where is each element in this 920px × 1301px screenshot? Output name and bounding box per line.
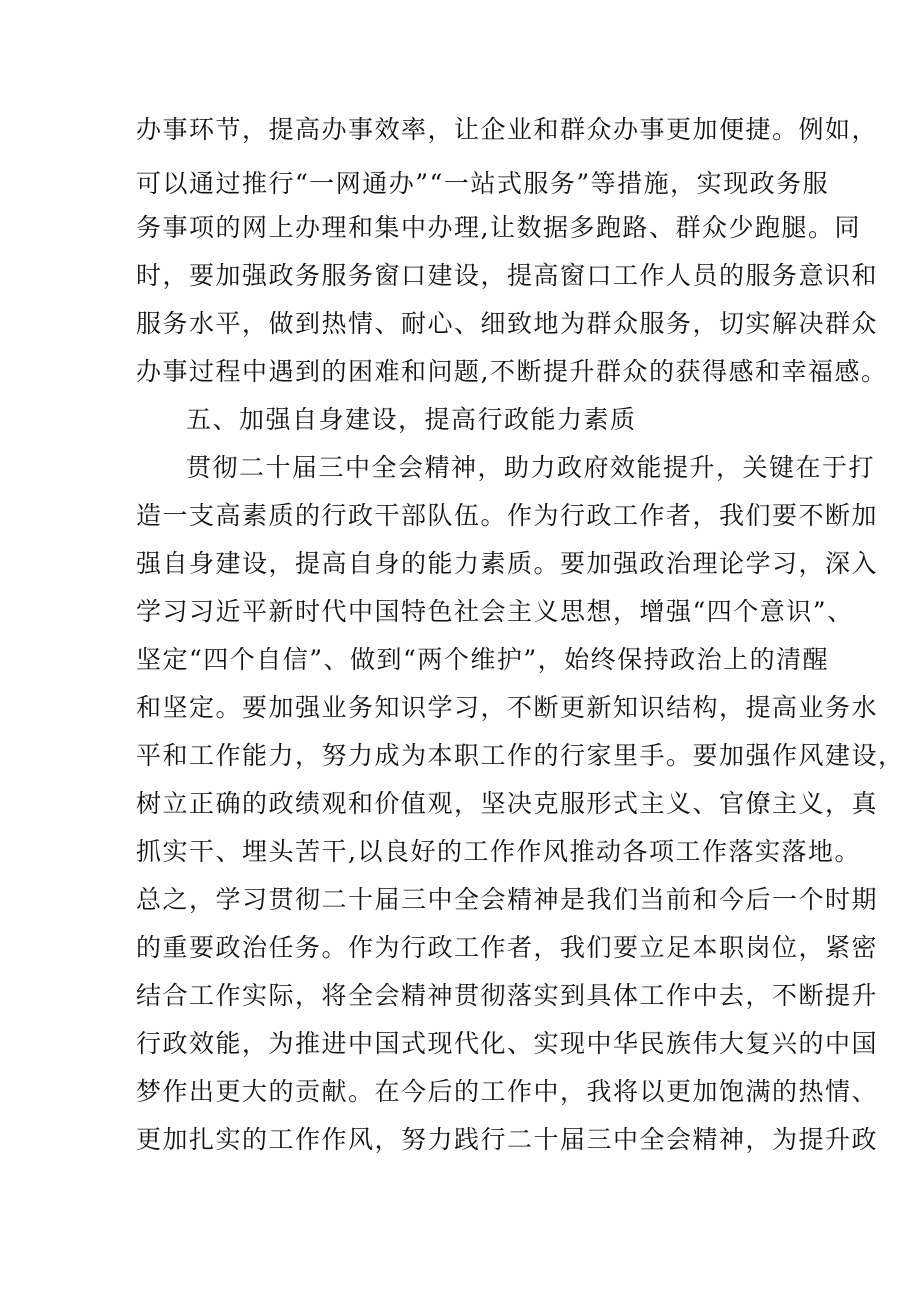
paragraph-line: 务事项的网上办理和集中办理,让数据多跑路、群众少跑腿。同 [136,213,861,242]
paragraph-line: 行政效能，为推进中国式现代化、实现中华民族伟大复兴的中国 [136,1029,879,1058]
paragraph-line: 结合工作实际，将全会精神贯彻落实到具体工作中去，不断提升 [136,981,879,1010]
paragraph-line: 的重要政治任务。作为行政工作者，我们要立足本职岗位，紧密 [136,933,879,962]
paragraph-line: 坚定“四个自信”、做到“两个维护”，始终保持政治上的清醒 [136,645,830,674]
paragraph-line: 强自身建设，提高自身的能力素质。要加强政治理论学习，深入 [136,549,879,578]
paragraph-line: 造一支高素质的行政干部队伍。作为行政工作者，我们要不断加 [136,501,879,530]
paragraph-line: 抓实干、埋头苦干,以良好的工作作风推动各项工作落实落地。 [136,837,861,866]
paragraph-line: 学习习近平新时代中国特色社会主义思想，增强“四个意识”、 [136,597,854,626]
paragraph-line: 贯彻二十届三中全会精神，助力政府效能提升，关键在于打 [186,453,876,482]
paragraph-line: 时，要加强政务服务窗口建设，提高窗口工作人员的服务意识和 [136,261,879,290]
paragraph-line: 总之，学习贯彻二十届三中全会精神是我们当前和今后一个时期 [136,885,879,914]
paragraph-line: 平和工作能力，努力成为本职工作的行家里手。要加强作风建设， [136,741,905,770]
section-heading: 五、加强自身建设，提高行政能力素质 [186,405,637,434]
paragraph-line: 梦作出更大的贡献。在今后的工作中，我将以更加饱满的热情、 [136,1077,879,1106]
paragraph-line: 办事环节，提高办事效率，让企业和群众办事更加便捷。例如， [136,115,879,144]
paragraph-line: 服务水平，做到热情、耐心、细致地为群众服务，切实解决群众 [136,309,879,338]
paragraph-line: 更加扎实的工作作风，努力践行二十届三中全会精神，为提升政 [136,1125,879,1154]
paragraph-line: 可以通过推行“一网通办”“一站式服务”等措施，实现政务服 [136,169,830,198]
paragraph-line: 树立正确的政绩观和价值观，坚决克服形式主义、官僚主义，真 [136,789,879,818]
paragraph-line: 办事过程中遇到的困难和问题,不断提升群众的获得感和幸福感。 [136,357,888,386]
paragraph-line: 和坚定。要加强业务知识学习，不断更新知识结构，提高业务水 [136,693,879,722]
